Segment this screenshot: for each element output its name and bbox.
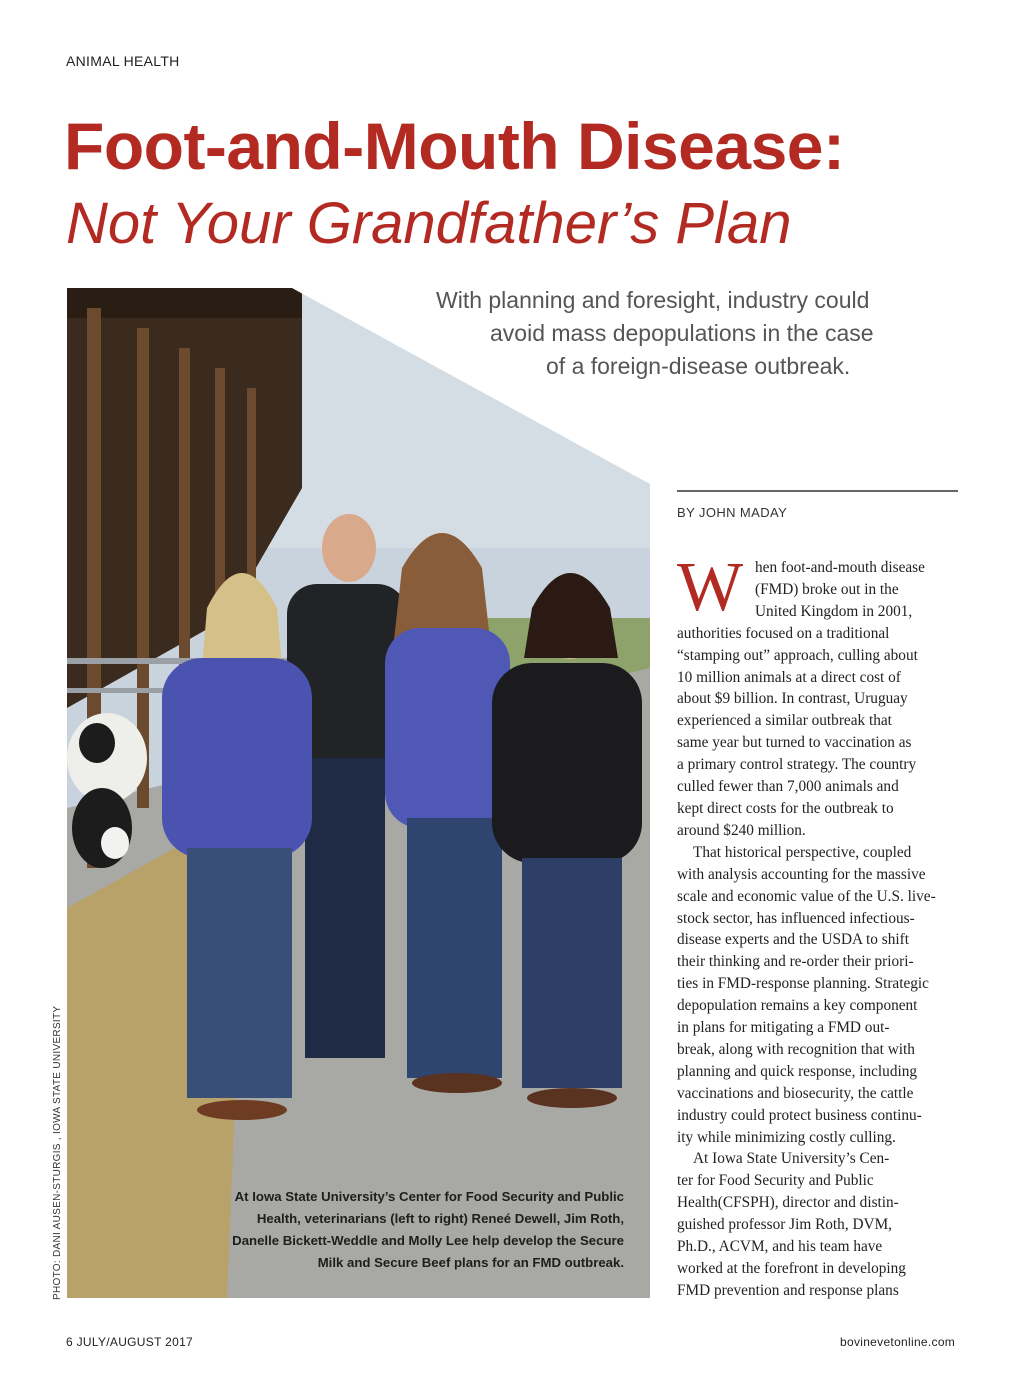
article-line: scale and economic value of the U.S. live- [677, 887, 936, 905]
photo-credit: PHOTO: DANI AUSEN-STURGIS , IOWA STATE UNIVERSITY [52, 1005, 63, 1300]
photo-caption [150, 1186, 624, 1274]
article-line: kept direct costs for the outbreak to [677, 799, 894, 817]
caption-line: At Iowa State University’s Center for Food Security and Public [234, 1189, 624, 1204]
article-line: 10 million animals at a direct cost of [677, 668, 901, 686]
article-line: break, along with recognition that with [677, 1040, 915, 1058]
article-line: about $9 billion. In contrast, Uruguay [677, 690, 908, 708]
headline: Foot-and-Mouth Disease: [64, 109, 845, 183]
article-line: vaccinations and biosecurity, the cattle [677, 1084, 914, 1102]
byline-rule [677, 490, 958, 492]
article-line: their thinking and re-order their priori- [677, 953, 914, 971]
article-line: That historical perspective, coupled [693, 843, 912, 861]
deck-line: of a foreign-disease outbreak. [546, 353, 851, 379]
article-line: worked at the forefront in developing [677, 1260, 906, 1277]
article-line: disease experts and the USDA to shift [677, 931, 909, 949]
article-line: Health(CFSPH), director and distin- [677, 1194, 899, 1212]
article-line: with analysis accounting for the massive [677, 865, 926, 883]
article-line: ity while minimizing costly culling. [677, 1128, 896, 1146]
article-body [677, 549, 958, 1302]
article-line: industry could protect business continu- [677, 1106, 922, 1124]
caption-line: Milk and Secure Beef plans for an FMD outbreak. [317, 1255, 624, 1270]
article-line: FMD prevention and response plans [677, 1281, 899, 1299]
article-line: stock sector, has influenced infectious- [677, 909, 915, 927]
article-line: around $240 million. [677, 821, 806, 839]
article-line: same year but turned to vaccination as [677, 734, 912, 752]
drop-cap: W [677, 549, 744, 626]
photo-illustration [67, 288, 650, 1298]
article-line: in plans for mitigating a FMD out- [677, 1019, 890, 1037]
article-line: culled fewer than 7,000 animals and [677, 778, 899, 796]
deck [430, 284, 950, 383]
article-line: planning and quick response, including [677, 1062, 918, 1080]
article-line: depopulation remains a key component [677, 997, 918, 1015]
byline: BY JOHN MADAY [677, 505, 788, 520]
deck-line: With planning and foresight, industry could [436, 287, 870, 313]
caption-line: Health, veterinarians (left to right) Reneé Dewell, Jim Roth, [256, 1211, 624, 1226]
article-line: hen foot-and-mouth disease [755, 559, 925, 576]
article-line: “stamping out” approach, culling about [677, 646, 918, 664]
section-label: ANIMAL HEALTH [66, 53, 180, 69]
caption-line: Danelle Bickett-Weddle and Molly Lee help develop the Secure [232, 1233, 624, 1248]
article-line: authorities focused on a traditional [677, 624, 890, 642]
article-line: United Kingdom in 2001, [755, 602, 913, 620]
article-line: ties in FMD-response planning. Strategic [677, 975, 929, 993]
feature-photo [67, 288, 650, 1298]
site-url: bovinevetonline.com [840, 1335, 956, 1349]
article-line: experienced a similar outbreak that [677, 712, 892, 730]
article-line: Ph.D., ACVM, and his team have [677, 1238, 883, 1256]
article-line: a primary control strategy. The country [677, 756, 917, 774]
article-line: ter for Food Security and Public [677, 1172, 874, 1190]
article-line: guished professor Jim Roth, DVM, [677, 1216, 893, 1234]
article-line: (FMD) broke out in the [755, 580, 899, 598]
deck-line: avoid mass depopulations in the case [490, 320, 874, 346]
page-folio: 6 JULY/AUGUST 2017 [66, 1335, 194, 1349]
subheadline: Not Your Grandfather’s Plan [66, 191, 792, 256]
article-line: At Iowa State University’s Cen- [693, 1150, 890, 1168]
